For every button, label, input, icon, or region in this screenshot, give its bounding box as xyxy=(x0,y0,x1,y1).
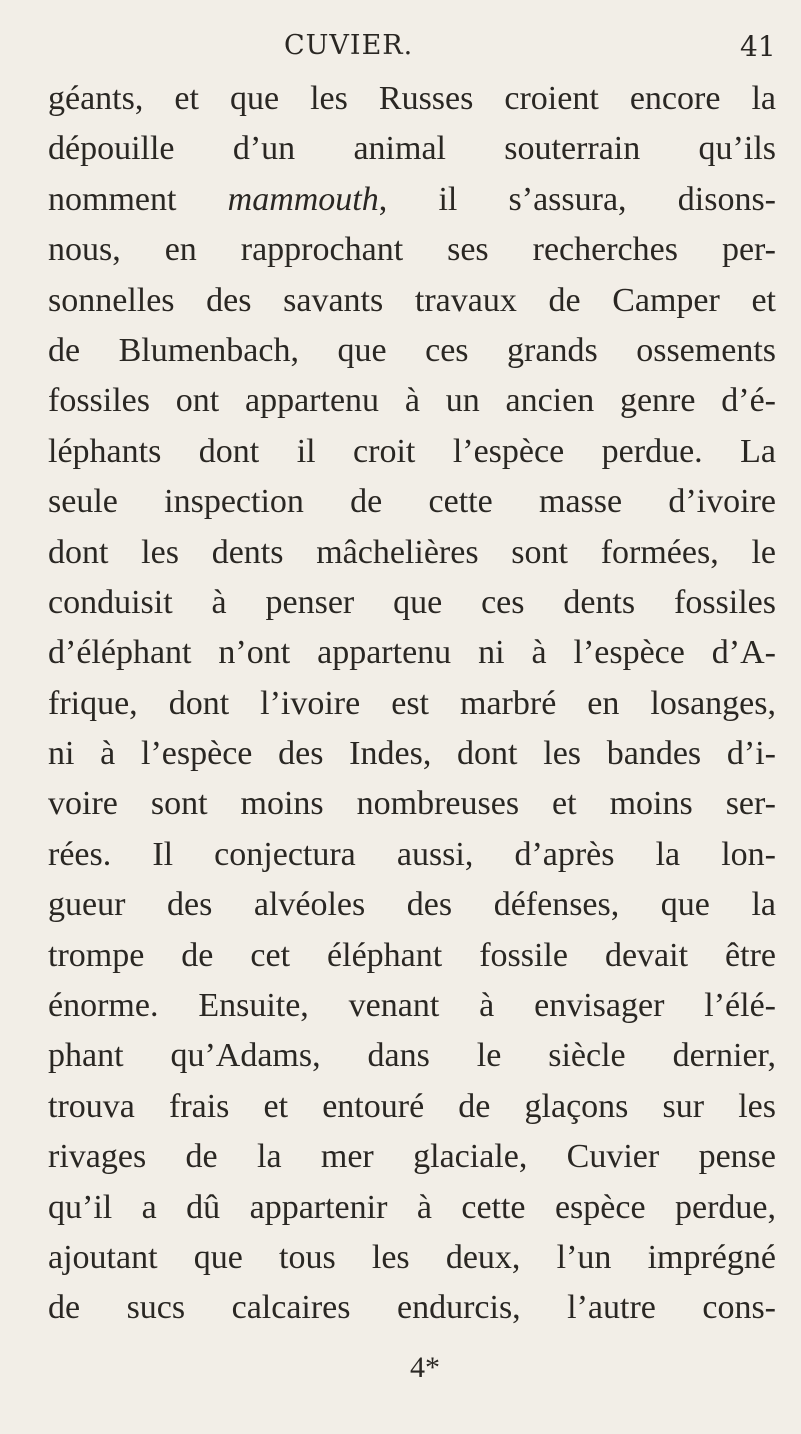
text-line: rivages de la mer glaciale, Cuvier pense xyxy=(48,1138,776,1176)
text-line: nomment mammouth, il s’assura, disons- xyxy=(48,180,776,218)
page-number: 41 xyxy=(740,30,776,63)
text-line: ni à l’espèce des Indes, dont les bandes d’i- xyxy=(48,735,776,773)
text-line: fossiles ont appartenu à un ancien genre d’é- xyxy=(48,382,776,420)
text-line: trompe de cet éléphant fossile devait être xyxy=(48,936,776,974)
text-line: d’éléphant n’ont appartenu ni à l’espèce d’A- xyxy=(48,634,776,672)
text-line: dont les dents mâchelières sont formées, le xyxy=(48,533,776,571)
body-text xyxy=(48,74,776,1334)
text-line: voire sont moins nombreuses et moins ser- xyxy=(48,785,776,823)
text-line: conduisit à penser que ces dents fossiles xyxy=(48,583,776,621)
text-line: énorme. Ensuite, venant à envisager l’élé- xyxy=(48,987,776,1025)
text-line: trouva frais et entouré de glaçons sur les xyxy=(48,1087,776,1125)
text-line: seule inspection de cette masse d’ivoire xyxy=(48,483,776,521)
text-line: de sucs calcaires endurcis, l’autre cons- xyxy=(48,1289,776,1327)
text-line: qu’il a dû appartenir à cette espèce perdue, xyxy=(48,1188,776,1226)
text-line: sonnelles des savants travaux de Camper et xyxy=(48,281,776,319)
signature-mark: 4* xyxy=(410,1351,440,1384)
text-line: géants, et que les Russes croient encore la xyxy=(48,80,776,117)
page-header xyxy=(0,22,801,66)
text-line: rées. Il conjectura aussi, d’après la lon- xyxy=(48,835,776,873)
text-line: dépouille d’un animal souterrain qu’ils xyxy=(48,130,776,168)
text-line: de Blumenbach, que ces grands ossements xyxy=(48,331,776,369)
text-line: phant qu’Adams, dans le siècle dernier, xyxy=(48,1037,776,1075)
running-title: CUVIER. xyxy=(284,30,414,61)
text-line: léphants dont il croit l’espèce perdue. La xyxy=(48,432,776,470)
text-line: gueur des alvéoles des défenses, que la xyxy=(48,886,776,924)
text-line: nous, en rapprochant ses recherches per- xyxy=(48,231,776,269)
text-line: ajoutant que tous les deux, l’un imprégné xyxy=(48,1238,776,1276)
text-line: frique, dont l’ivoire est marbré en losanges, xyxy=(48,684,776,722)
